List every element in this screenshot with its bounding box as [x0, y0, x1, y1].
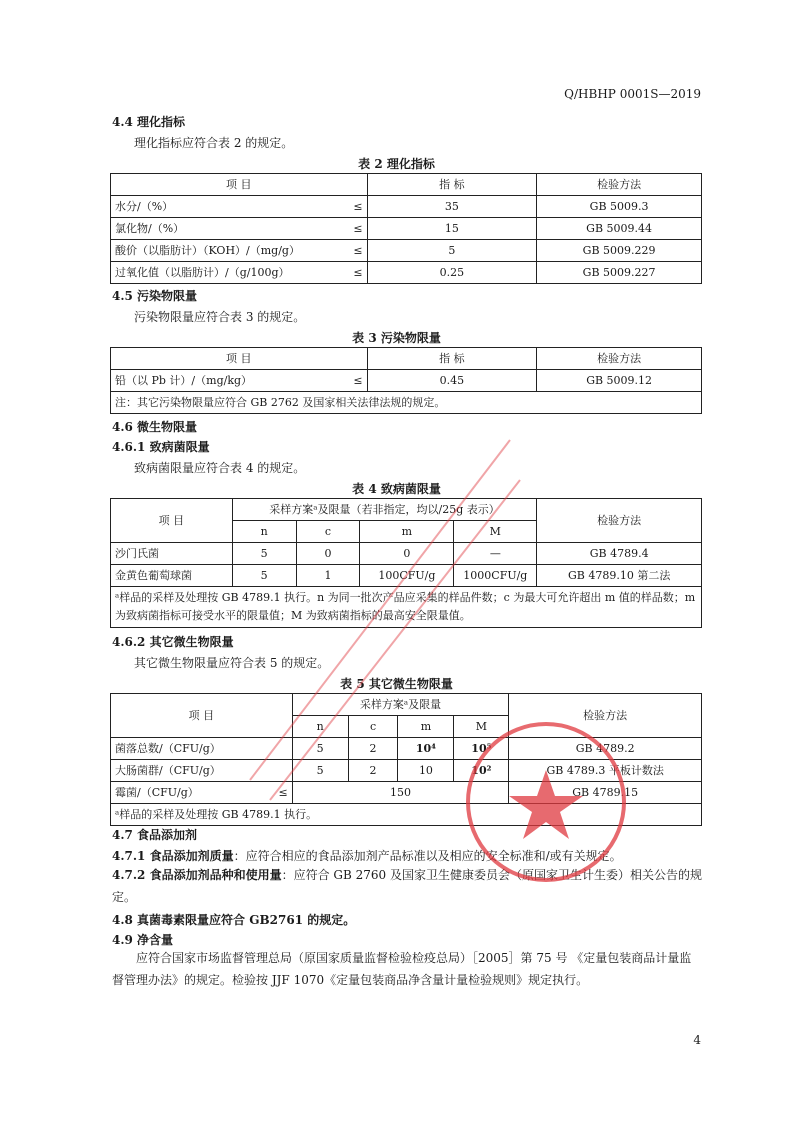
- table-4-header-plan: 采样方案ᵃ及限量（若非指定，均以/25g 表示）: [232, 499, 537, 521]
- section-4-5-text: 污染物限量应符合表 3 的规定。: [134, 310, 306, 324]
- table-5-m: 10: [398, 760, 454, 782]
- table-5-method: GB 4789.15: [509, 782, 702, 804]
- table-5-header-M: M: [454, 716, 509, 738]
- table-3-value: 0.45: [367, 370, 537, 392]
- table-row: [111, 565, 702, 587]
- table-5-item: 菌落总数/（CFU/g）: [111, 738, 293, 760]
- table-row: [111, 262, 702, 284]
- section-4-7-1-text: ：应符合相应的食品添加剂产品标准以及相应的安全标准和/或有关规定。: [233, 849, 622, 863]
- table-row: [111, 218, 702, 240]
- table-5-header-n: n: [292, 716, 348, 738]
- table-2-item: 酸价（以脂肪计）（KOH）/（mg/g）: [115, 244, 300, 257]
- table-5-item: 大肠菌群/（CFU/g）: [111, 760, 293, 782]
- table-5-M: 10⁵: [454, 738, 509, 760]
- leq-sign: ≤: [278, 786, 288, 799]
- section-4-6-1-heading: 4.6.1 致病菌限量: [112, 440, 210, 454]
- table-2-header-item: 项 目: [111, 174, 368, 196]
- table-2-method: GB 5009.44: [537, 218, 702, 240]
- table-3-header-value: 指 标: [367, 348, 537, 370]
- document-id: Q/HBHP 0001S—2019: [564, 87, 701, 101]
- section-4-6-1-text: 致病菌限量应符合表 4 的规定。: [134, 461, 306, 475]
- table-3-header-item: 项 目: [111, 348, 368, 370]
- table-row: [111, 543, 702, 565]
- section-4-6-2-heading: 4.6.2 其它微生物限量: [112, 635, 234, 649]
- table-4-n: 5: [232, 543, 296, 565]
- table-4-method: GB 4789.4: [537, 543, 702, 565]
- table-2-header-value: 指 标: [367, 174, 537, 196]
- table-row: [111, 240, 702, 262]
- table-5-m: 10⁴: [398, 738, 454, 760]
- table-5-n: 5: [292, 760, 348, 782]
- table-5-header-method: 检验方法: [509, 694, 702, 738]
- table-4-caption: 表 4 致病菌限量: [352, 482, 441, 496]
- table-3: [110, 347, 702, 414]
- table-2-value: 5: [367, 240, 537, 262]
- table-4-header-m: m: [360, 521, 454, 543]
- section-4-4-heading: 4.4 理化指标: [112, 115, 186, 129]
- table-3-header-method: 检验方法: [537, 348, 702, 370]
- table-5-c: 2: [348, 738, 398, 760]
- table-2-value: 35: [367, 196, 537, 218]
- table-4-item: 沙门氏菌: [111, 543, 233, 565]
- table-3-method: GB 5009.12: [537, 370, 702, 392]
- leq-sign: ≤: [353, 244, 363, 257]
- leq-sign: ≤: [353, 200, 363, 213]
- table-5-method: GB 4789.2: [509, 738, 702, 760]
- table-5-header-item: 项 目: [111, 694, 293, 738]
- table-5-M: 10²: [454, 760, 509, 782]
- table-4-c: 0: [296, 543, 360, 565]
- table-2-item: 氯化物/（%）: [115, 222, 185, 235]
- leq-sign: ≤: [353, 266, 363, 279]
- official-seal: [462, 718, 630, 886]
- table-row: [111, 370, 702, 392]
- table-row: [111, 196, 702, 218]
- section-4-5-heading: 4.5 污染物限量: [112, 289, 198, 303]
- table-5-method: GB 4789.3 平板计数法: [509, 760, 702, 782]
- table-5-item: 霉菌/（CFU/g）: [115, 786, 199, 799]
- table-4-m: 0: [360, 543, 454, 565]
- section-4-9-text: 应符合国家市场监督管理总局（原国家质量监督检验检疫总局）［2005］第 75 号 《定量包装商品计量监督管理办法》的规定。检验按 JJF 1070《定量包装商品净含量计量检验规则》规定执行。: [112, 951, 692, 987]
- table-4-M: —: [454, 543, 537, 565]
- table-4: [110, 498, 702, 628]
- table-4-header-M: M: [454, 521, 537, 543]
- leq-sign: ≤: [353, 374, 363, 387]
- table-4-method: GB 4789.10 第二法: [537, 565, 702, 587]
- section-4-8-heading: 4.8 真菌毒素限量应符合 GB2761 的规定。: [112, 913, 356, 927]
- table-5-n: 5: [292, 738, 348, 760]
- table-3-item: 铅（以 Pb 计）/（mg/kg）: [115, 374, 253, 387]
- table-2-value: 0.25: [367, 262, 537, 284]
- table-5-caption: 表 5 其它微生物限量: [340, 677, 453, 691]
- section-4-7-1-label: 4.7.1 食品添加剂质量: [112, 849, 234, 863]
- table-4-note: ᵃ样品的采样及处理按 GB 4789.1 执行。n 为同一批次产品应采集的样品件数；c 为最大可允许超出 m 值的样品数；m 为致病菌指标可接受水平的限量值；M 为致病菌指标的最高安全限量值。: [111, 587, 702, 628]
- page-number: 4: [693, 1033, 701, 1047]
- table-2-caption: 表 2 理化指标: [358, 157, 435, 171]
- table-2-item: 水分/（%）: [115, 200, 174, 213]
- section-4-9-heading: 4.9 净含量: [112, 933, 174, 947]
- table-5-note: ᵃ样品的采样及处理按 GB 4789.1 执行。: [111, 804, 702, 826]
- table-5-header-plan: 采样方案ᵃ及限量: [292, 694, 509, 716]
- table-3-note: 注：其它污染物限量应符合 GB 2762 及国家相关法律法规的规定。: [111, 392, 702, 414]
- section-4-7-2-text: ：应符合 GB 2760 及国家卫生健康委员会（原国家卫生计生委）相关公告的规定。: [112, 868, 702, 904]
- table-4-header-n: n: [232, 521, 296, 543]
- seal-star-icon: [509, 770, 583, 839]
- section-4-6-heading: 4.6 微生物限量: [112, 420, 198, 434]
- table-2: [110, 173, 702, 284]
- section-4-6-2-text: 其它微生物限量应符合表 5 的规定。: [134, 656, 330, 670]
- table-4-header-item: 项 目: [111, 499, 233, 543]
- table-2-method: GB 5009.3: [537, 196, 702, 218]
- table-3-caption: 表 3 污染物限量: [352, 331, 441, 345]
- table-4-c: 1: [296, 565, 360, 587]
- section-4-4-text: 理化指标应符合表 2 的规定。: [134, 136, 294, 150]
- table-5-header-m: m: [398, 716, 454, 738]
- table-4-item: 金黄色葡萄球菌: [111, 565, 233, 587]
- table-4-n: 5: [232, 565, 296, 587]
- leq-sign: ≤: [353, 222, 363, 235]
- table-2-item: 过氧化值（以脂肪计）/（g/100g）: [115, 266, 290, 279]
- table-5-value: 150: [292, 782, 509, 804]
- table-4-header-c: c: [296, 521, 360, 543]
- table-2-header-method: 检验方法: [537, 174, 702, 196]
- table-2-method: GB 5009.227: [537, 262, 702, 284]
- table-5-c: 2: [348, 760, 398, 782]
- section-4-7-2-label: 4.7.2 食品添加剂品种和使用量: [112, 868, 282, 882]
- table-2-value: 15: [367, 218, 537, 240]
- table-2-method: GB 5009.229: [537, 240, 702, 262]
- table-4-M: 1000CFU/g: [454, 565, 537, 587]
- table-4-header-method: 检验方法: [537, 499, 702, 543]
- table-5-header-c: c: [348, 716, 398, 738]
- table-4-m: 100CFU/g: [360, 565, 454, 587]
- section-4-7-heading: 4.7 食品添加剂: [112, 828, 198, 842]
